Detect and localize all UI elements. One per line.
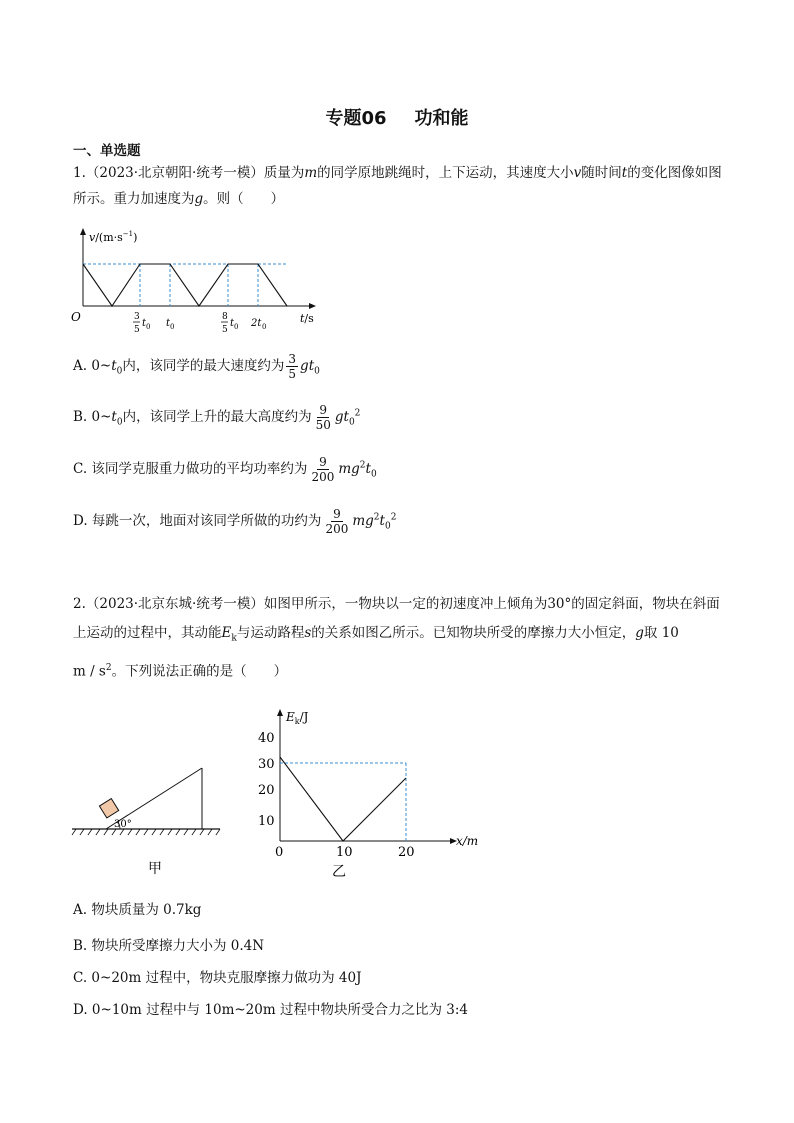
subscript: 0 [370,469,377,480]
q1-y-label: $v/(m\cdot s^{-1})$ [89,230,138,244]
fraction-numerator: 9 [319,455,327,469]
q1-var-g: g [194,191,204,207]
q1-option-b[interactable] [73,403,360,432]
title-topic-name: 功和能 [414,108,469,129]
subscript: 0 [314,366,320,377]
q2-var-g: g [635,625,644,641]
q1-tick-3-5-t: t [142,318,147,329]
q2-x-label: x/m [456,834,479,848]
q2-ytick-40: 40 [258,731,275,746]
q1-y-arrow [80,228,86,235]
q1-option-b-label: B. 0~ [73,409,112,425]
q1-tick-8-5-num: 8 [222,312,228,322]
q1-source: （2023·北京朝阳·统考一模） [85,165,264,181]
q1-option-a[interactable] [73,352,320,381]
q2-figure-jia-incline [68,760,228,882]
subscript: 0 [116,417,123,428]
formula: gt [300,358,315,374]
q2-ytick-20: 20 [258,783,275,798]
q1-stem-text: 的同学原地跳绳时，上下运动，其速度大小 [317,165,574,181]
q1-tick-2t0-sub: 0 [262,323,267,331]
fraction-numerator: 9 [333,507,341,521]
fraction-denominator: 200 [311,470,335,484]
q1-option-a-text: 内，该同学的最大速度约为 [122,358,285,374]
q1-x-arrow [309,303,316,309]
fraction [309,455,336,484]
fraction-denominator: 5 [288,367,297,381]
q2-option-a[interactable]: A. 物块质量为 0.7kg [73,902,202,918]
q2-y-label: $E_k/J$ [286,710,309,726]
q2-option-b[interactable]: B. 物块所受摩擦力大小为 0.4N [73,938,265,954]
q1-tick-8-5-den: 5 [222,325,228,335]
formula: mg [338,461,360,477]
q1-option-d[interactable] [73,507,396,536]
q1-tick-t0-t: t [166,318,171,329]
q2-stem [73,590,723,686]
q2-unit: m / s [73,663,106,680]
q2-ytick-30: 30 [258,757,275,772]
q1-option-d-label: D. 每跳一次，地面对该同学所做的功约为 [73,513,322,529]
q1-var-v: v [573,165,582,181]
page-title [0,104,794,130]
q2-stem-text: 取 10 [643,625,679,641]
superscript: 2 [373,512,380,523]
q1-stem-text: 的变化图像如图所示。重力加速度为 [73,165,722,207]
q2-option-d[interactable]: D. 0~10m 过程中与 10m~20m 过程中物块所受合力之比为 3:4 [73,1002,468,1018]
ground-hatch [72,829,220,835]
superscript: 2 [354,408,361,419]
q1-tick-3-5-sub: 0 [146,323,151,331]
block [99,799,118,818]
subscript: k [231,633,237,644]
q1-option-c-label: C. 该同学克服重力做功的平均功率约为 [73,461,308,477]
q1-option-c[interactable] [73,455,377,484]
q1-option-b-text: 内，该同学上升的最大高度约为 [122,409,312,425]
formula: gt [334,409,349,425]
q2-y-arrow [277,709,283,716]
fraction-numerator: 3 [288,352,297,366]
superscript: 2 [359,460,366,471]
caption-jia: 甲 [148,861,162,877]
q2-stem-text: 。下列说法正确的是（ ） [111,663,288,680]
var: t [379,513,385,529]
var: t [365,461,371,477]
q1-stem [73,160,723,212]
subscript: 0 [348,417,355,428]
q1-stem-text: 质量为 [263,165,305,181]
var: t [111,409,117,425]
q2-stem-text: 的关系如图乙所示。已知物块所受的摩擦力大小恒定， [311,625,636,641]
q1-number: 1. [73,165,86,181]
q2-stem-text: 如图甲所示，一物块以一定的初速度冲上倾角为30°的固定斜面，物块在斜面上运动的过程中，其动能 [73,596,720,641]
q1-tick-3-5-den: 5 [134,325,140,335]
q2-xtick-0: 0 [275,845,284,860]
q1-x-label: t/s [300,312,314,325]
q2-stem-text: 与运动路程 [236,625,305,641]
fraction-denominator: 50 [315,418,331,432]
subscript: 0 [384,521,391,532]
title-topic-number: 专题06 [325,108,387,129]
fraction-numerator: 9 [319,403,328,417]
q1-stem-text: 随时间 [581,165,622,181]
q1-tick-t0-sub: 0 [170,323,175,331]
angle-label: 30° [114,819,132,830]
q1-origin-label: O [71,310,81,324]
var: t [111,358,117,374]
q1-tick-8-5-t: t [230,318,235,329]
q2-option-c[interactable]: C. 0~20m 过程中，物块克服摩擦力做功为 40J [73,970,362,986]
q1-tick-3-5-num: 3 [134,312,140,322]
q1-option-a-label: A. 0~ [73,358,112,374]
superscript: 2 [390,512,397,523]
superscript: 2 [105,662,112,673]
q2-figure-yi-ek-graph [250,700,490,882]
q1-stem-text: 。则（ ） [203,191,285,207]
q2-ek-curve [280,757,406,841]
subscript: 0 [116,366,123,377]
q2-xtick-10: 10 [336,845,353,860]
q1-tick-2t0-t: 2t [251,318,262,329]
q1-var-m: m [304,165,318,181]
q2-number: 2. [73,596,86,612]
fraction-denominator: 200 [325,522,349,536]
formula: mg [352,513,374,529]
fraction [323,507,350,536]
q2-var-ek: E [221,625,232,641]
section-heading: 一、单选题 [73,143,141,159]
q1-velocity-curve [83,264,287,306]
q2-ytick-10: 10 [258,814,275,829]
q1-tick-8-5-sub: 0 [234,323,239,331]
fraction [314,403,333,432]
q2-source: （2023·北京东城·统考一模） [85,596,264,612]
q2-var-s: s [304,625,312,641]
q1-var-t: t [621,165,628,181]
fraction [286,352,298,381]
caption-yi: 乙 [332,864,346,880]
q1-velocity-time-graph [70,226,330,338]
q2-xtick-20: 20 [398,845,415,860]
